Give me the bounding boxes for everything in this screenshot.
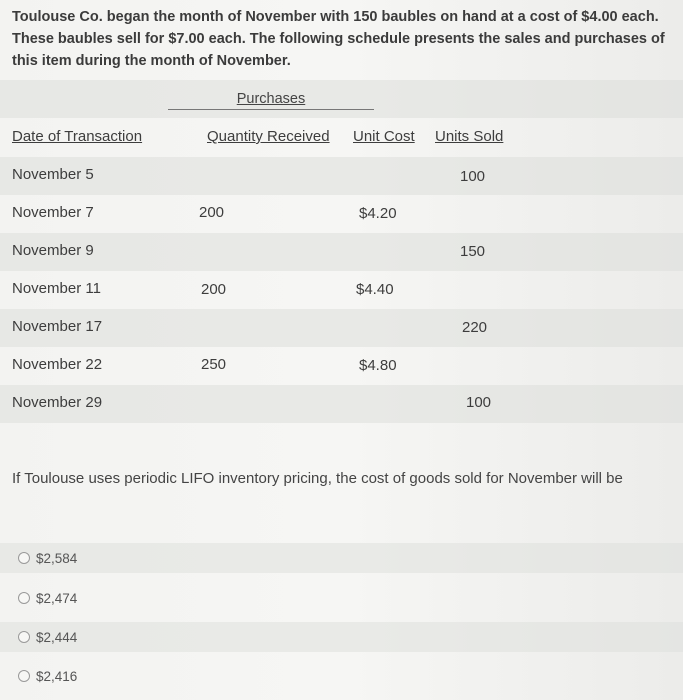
row-band <box>0 385 683 423</box>
header-units-sold: Units Sold <box>435 128 504 145</box>
table-row-date: November 29 <box>12 394 103 411</box>
answer-option-4[interactable] <box>18 665 77 687</box>
table-row-units-sold: 100 <box>460 168 486 185</box>
row-band <box>0 309 683 347</box>
table-row-quantity: 200 <box>201 281 227 298</box>
option-label: $2,584 <box>36 550 78 566</box>
radio-button[interactable] <box>18 631 30 643</box>
radio-button[interactable] <box>18 670 30 682</box>
purchases-header: Purchases <box>168 89 374 110</box>
table-row-date: November 5 <box>12 166 94 183</box>
table-row-unit-cost: $4.80 <box>359 357 397 374</box>
table-row-quantity: 250 <box>201 356 227 373</box>
table-row-date: November 17 <box>12 318 103 335</box>
header-quantity: Quantity Received <box>207 128 330 145</box>
header-date: Date of Transaction <box>12 128 143 145</box>
table-row-unit-cost: $4.20 <box>359 205 397 222</box>
table-row-date: November 7 <box>12 204 94 221</box>
table-row-units-sold: 100 <box>466 394 492 411</box>
table-row-date: November 9 <box>12 242 94 259</box>
header-unit-cost: Unit Cost <box>353 128 415 145</box>
answer-option-1[interactable] <box>18 547 77 569</box>
option-label: $2,474 <box>36 590 78 606</box>
option-label: $2,444 <box>36 629 78 645</box>
problem-intro: Toulouse Co. began the month of November with 150 baubles on hand at a cost of $4.00 each. These baubles sell for $7.00 each. The following schedule presents the sales and purchases of this item during the month of November. <box>12 9 665 69</box>
table-row-quantity: 200 <box>199 204 225 221</box>
option-band <box>0 543 683 573</box>
option-label: $2,416 <box>36 668 78 684</box>
table-row-date: November 11 <box>12 280 101 297</box>
row-band <box>0 233 683 271</box>
answer-option-2[interactable] <box>18 587 77 609</box>
row-band <box>0 157 683 195</box>
question-text: If Toulouse uses periodic LIFO inventory pricing, the cost of goods sold for November will be <box>12 470 623 487</box>
radio-button[interactable] <box>18 552 30 564</box>
radio-button[interactable] <box>18 592 30 604</box>
option-band <box>0 622 683 652</box>
table-row-date: November 22 <box>12 356 103 373</box>
table-row-units-sold: 220 <box>462 319 488 336</box>
table-row-unit-cost: $4.40 <box>356 281 394 298</box>
answer-option-3[interactable] <box>18 626 77 648</box>
table-row-units-sold: 150 <box>460 243 486 260</box>
